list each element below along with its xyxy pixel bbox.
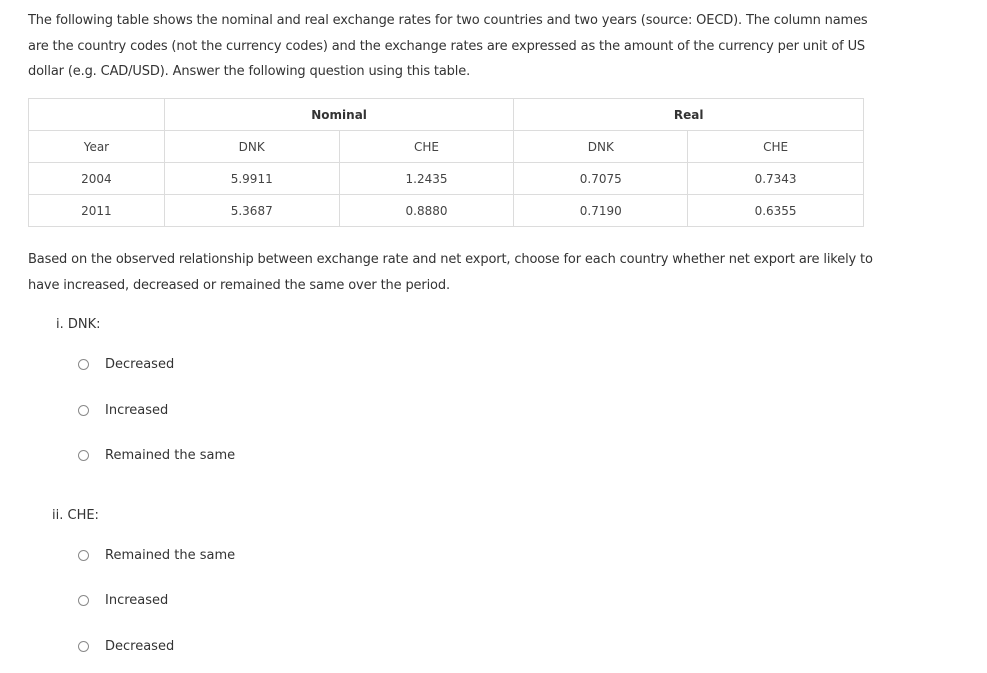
option-dnk-decreased[interactable] <box>78 354 174 374</box>
table-cell: 1.2435 <box>339 163 514 195</box>
real-group-header: Real <box>514 99 864 131</box>
table-empty-corner <box>29 99 165 131</box>
question-text: Based on the observed relationship between exchange rate and net export, choose for each country whether net export are likely to have increased, decreased or remained the same over the period. <box>28 252 873 293</box>
radio-button[interactable] <box>78 450 89 461</box>
radio-button[interactable] <box>78 550 89 561</box>
radio-button[interactable] <box>78 641 89 652</box>
radio-button[interactable] <box>78 595 89 606</box>
option-dnk-remained-the-same[interactable] <box>78 445 235 465</box>
table-cell: 2011 <box>29 195 165 227</box>
nominal-group-header: Nominal <box>164 99 514 131</box>
column-header: DNK <box>514 131 688 163</box>
exchange-rate-table <box>28 98 864 227</box>
option-label: Increased <box>105 592 169 608</box>
table-cell: 5.3687 <box>164 195 339 227</box>
table-cell: 0.6355 <box>688 195 864 227</box>
table-row <box>29 195 864 227</box>
table-row <box>29 163 864 195</box>
column-header: CHE <box>339 131 514 163</box>
part-label-dnk: i. DNK: <box>56 317 101 332</box>
table-cell: 5.9911 <box>164 163 339 195</box>
table-cell: 0.7343 <box>688 163 864 195</box>
intro-text: The following table shows the nominal and real exchange rates for two countries and two years (source: OECD). The column names are the country codes (not the currency codes) and the exchange rates are expressed as the amount of the currency per unit of US dollar (e.g. CAD/USD). Answer the following question using this table. <box>28 13 868 79</box>
table-cell: 2004 <box>29 163 165 195</box>
option-label: Decreased <box>105 638 175 654</box>
option-label: Increased <box>105 402 169 418</box>
option-che-remained-the-same[interactable] <box>78 545 235 565</box>
option-che-increased[interactable] <box>78 590 168 610</box>
radio-button[interactable] <box>78 359 89 370</box>
table-cell: 0.8880 <box>339 195 514 227</box>
option-che-decreased[interactable] <box>78 636 174 656</box>
part-label-che: ii. CHE: <box>52 508 99 523</box>
column-header: DNK <box>164 131 339 163</box>
column-header: Year <box>29 131 165 163</box>
table-column-header-row <box>29 131 864 163</box>
option-label: Remained the same <box>105 447 236 463</box>
radio-button[interactable] <box>78 405 89 416</box>
column-header: CHE <box>688 131 864 163</box>
table-cell: 0.7190 <box>514 195 688 227</box>
option-label: Remained the same <box>105 547 236 563</box>
table-cell: 0.7075 <box>514 163 688 195</box>
table-group-header-row <box>29 99 864 131</box>
option-label: Decreased <box>105 356 175 372</box>
option-dnk-increased[interactable] <box>78 400 168 420</box>
